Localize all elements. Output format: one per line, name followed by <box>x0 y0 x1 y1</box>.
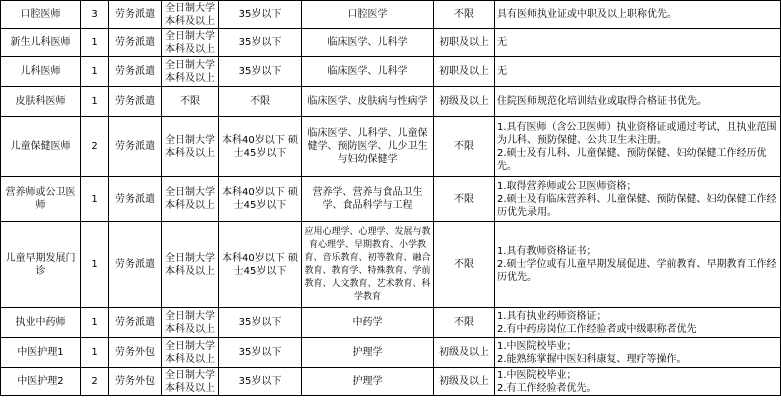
requirements-cell <box>495 338 781 368</box>
age-cell: 35岁以下 <box>219 1 302 29</box>
major-cell: 临床医学、儿科学 <box>302 29 434 57</box>
age-cell: 35岁以下 <box>219 368 302 396</box>
count-cell: 1 <box>81 57 109 87</box>
method-cell: 劳务派遣 <box>109 1 162 29</box>
major-cell: 中药学 <box>302 308 434 338</box>
count-cell: 1 <box>81 29 109 57</box>
requirements-cell <box>495 177 781 222</box>
table-row <box>1 308 781 338</box>
title-cell: 不限 <box>434 177 495 222</box>
position-cell: 儿童保健医师 <box>1 117 81 177</box>
title-cell: 不限 <box>434 222 495 308</box>
table-row <box>1 338 781 368</box>
method-cell: 劳务外包 <box>109 338 162 368</box>
major-cell: 护理学 <box>302 368 434 396</box>
method-cell: 劳务派遣 <box>109 87 162 117</box>
requirement-line: 2.硕士学位或有儿童早期发展促进、学前教育、早期教育工作经历优先。 <box>497 259 777 283</box>
count-cell: 1 <box>81 177 109 222</box>
title-cell: 初职及以上 <box>434 29 495 57</box>
table-row <box>1 29 781 57</box>
requirements-cell <box>495 1 781 29</box>
education-cell: 全日制大学本科及以上 <box>162 338 219 368</box>
major-cell: 临床医学、儿科学、儿童保健学、预防医学、儿少卫生与妇幼保健学 <box>302 117 434 177</box>
education-cell: 不限 <box>162 87 219 117</box>
position-cell: 执业中药师 <box>1 308 81 338</box>
age-cell: 本科40岁以下 硕士45岁以下 <box>219 222 302 308</box>
education-cell: 全日制大学本科及以上 <box>162 57 219 87</box>
age-cell: 本科40岁以下 硕士45岁以下 <box>219 177 302 222</box>
requirement-line: 2.硕士及有临床营养科、儿童保健、预防保健、妇幼保健工作经历优先录用。 <box>497 193 777 218</box>
method-cell: 劳务外包 <box>109 368 162 396</box>
position-cell: 儿童早期发展门诊 <box>1 222 81 308</box>
education-cell: 全日制大学本科及以上 <box>162 308 219 338</box>
requirement-line: 住院医师规范化培训结业或取得合格证书优先。 <box>497 96 707 107</box>
table-row <box>1 222 781 308</box>
count-cell: 2 <box>81 368 109 396</box>
count-cell: 1 <box>81 338 109 368</box>
table-row <box>1 1 781 29</box>
major-cell: 临床医学、皮肤病与性病学 <box>302 87 434 117</box>
requirements-cell <box>495 368 781 396</box>
age-cell: 本科40岁以下 硕士45岁以下 <box>219 117 302 177</box>
education-cell: 全日制大学本科及以上 <box>162 1 219 29</box>
count-cell: 1 <box>81 87 109 117</box>
requirements-cell <box>495 308 781 338</box>
table-body <box>1 1 781 396</box>
method-cell: 劳务派遣 <box>109 57 162 87</box>
title-cell: 不限 <box>434 308 495 338</box>
method-cell: 劳务派遣 <box>109 117 162 177</box>
requirement-line: 1.具有执业药师资格证； <box>497 310 607 322</box>
count-cell: 3 <box>81 1 109 29</box>
age-cell: 不限 <box>219 87 302 117</box>
count-cell: 1 <box>81 308 109 338</box>
requirements-cell <box>495 29 781 57</box>
requirement-line: 1.中医院校毕业； <box>497 369 577 381</box>
requirement-line: 无 <box>497 37 507 48</box>
requirement-line: 2.有工作经验者优先。 <box>497 382 597 394</box>
title-cell: 初级及以上 <box>434 368 495 396</box>
education-cell: 全日制大学本科及以上 <box>162 117 219 177</box>
major-cell: 护理学 <box>302 338 434 368</box>
requirements-cell <box>495 57 781 87</box>
position-cell: 口腔医师 <box>1 1 81 29</box>
title-cell: 不限 <box>434 117 495 177</box>
table-row <box>1 87 781 117</box>
method-cell: 劳务派遣 <box>109 222 162 308</box>
education-cell: 全日制大学本科及以上 <box>162 177 219 222</box>
major-cell: 营养学、营养与食品卫生学、食品科学与工程 <box>302 177 434 222</box>
requirement-line: 2.能熟练掌握中医妇科康复、理疗等操作。 <box>497 353 687 365</box>
position-cell: 皮肤科医师 <box>1 87 81 117</box>
requirement-line: 1.中医院校毕业； <box>497 340 577 352</box>
title-cell: 初级及以上 <box>434 87 495 117</box>
method-cell: 劳务派遣 <box>109 308 162 338</box>
requirement-line: 1.具有医师（含公卫医师）执业资格证或通过考试，且执业范围为儿科、预防保健、公共卫生未注册。 <box>497 121 777 146</box>
requirement-line: 2.有中药房岗位工作经验者或中级职称者优先 <box>497 323 697 335</box>
position-cell: 新生儿科医师 <box>1 29 81 57</box>
age-cell: 35岁以下 <box>219 57 302 87</box>
education-cell: 全日制大学本科及以上 <box>162 29 219 57</box>
education-cell: 全日制大学本科及以上 <box>162 368 219 396</box>
table-row <box>1 177 781 222</box>
method-cell: 劳务派遣 <box>109 29 162 57</box>
position-cell: 中医护理1 <box>1 338 81 368</box>
position-cell: 中医护理2 <box>1 368 81 396</box>
table-row <box>1 117 781 177</box>
method-cell: 劳务派遣 <box>109 177 162 222</box>
major-cell: 口腔医学 <box>302 1 434 29</box>
requirements-cell <box>495 87 781 117</box>
title-cell: 初职及以上 <box>434 57 495 87</box>
major-cell: 应用心理学、心理学、发展与教育心理学、早期教育、小学教育、音乐教育、初等教育、融合教育、教育学、特殊教育、学前教育、人文教育、艺术教育、科学教育 <box>302 222 434 308</box>
position-cell: 儿科医师 <box>1 57 81 87</box>
requirement-line: 2.硕士及有儿科、儿童保健、预防保健、妇幼保健工作经历优先。 <box>497 147 767 172</box>
count-cell: 1 <box>81 222 109 308</box>
title-cell: 不限 <box>434 1 495 29</box>
position-cell: 营养师或公卫医师 <box>1 177 81 222</box>
requirements-cell <box>495 117 781 177</box>
requirement-line: 1.具有教师资格证书； <box>497 246 597 257</box>
count-cell: 2 <box>81 117 109 177</box>
age-cell: 35岁以下 <box>219 308 302 338</box>
requirement-line: 无 <box>497 66 507 77</box>
requirement-line: 1.取得营养师或公卫医师资格； <box>497 180 637 192</box>
title-cell: 初级及以上 <box>434 338 495 368</box>
requirements-cell <box>495 222 781 308</box>
education-cell: 全日制大学本科及以上 <box>162 222 219 308</box>
table-row <box>1 368 781 396</box>
table-row <box>1 57 781 87</box>
major-cell: 临床医学、儿科学 <box>302 57 434 87</box>
age-cell: 35岁以下 <box>219 338 302 368</box>
requirement-line: 具有医师执业证或中职及以上职称优先。 <box>497 9 677 20</box>
age-cell: 35岁以下 <box>219 29 302 57</box>
